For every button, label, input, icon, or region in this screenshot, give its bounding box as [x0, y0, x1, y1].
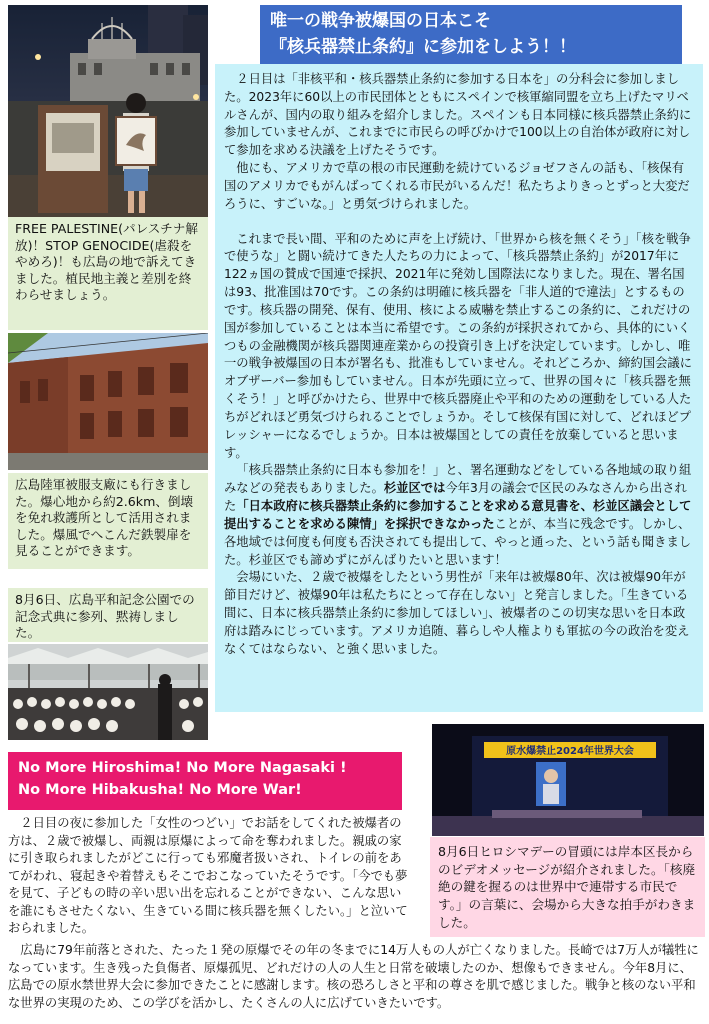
page-title — [260, 5, 682, 65]
caption-palestine: FREE PALESTINE(パレスチナ解放)！STOP GENOCIDE(虐殺をやめろ)！も広島の地で訴えてきました。植民地主義と差別を終わらせましょう。 — [8, 217, 208, 330]
caption-clothing-depot: 広島陸軍被服支廠にも行きました。爆心地から約2.6km、倒壊を免れ救護所として活用されました。爆風でへこんだ鉄製扉を見ることができます。 — [8, 473, 208, 569]
lower-paragraph-1: ２日目の夜に参加した「女性のつどい」でお話をしてくれた被爆者の方は、２歳で被爆し、両親は原爆によって命を奪われました。親戚の家に引き取られましたがどこに行っても邪魔者扱いされ、トイレの前をあてがわれ、寝起きや着替えもそこでおこなっていたそうです。「今でも夢を見て、子どもの時の辛い思い出を忘れることができない、こんな思いを誰にもさせたくない、生きている間に核兵器を無くしたい。」と泣いておられました。 — [8, 816, 408, 936]
caption-video-message: 8月6日ヒロシマデーの冒頭には岸本区長からのビデオメッセージが紹介されました。「核廃絶の鍵を握るのは世界中で連帯する市民です。」の言葉に、会場から大きな拍手がわきました。 — [430, 837, 705, 937]
photo-clothing-depot — [8, 333, 208, 470]
main-paragraph-2: 他にも、アメリカで草の根の市民運動を続けているジョゼフさんの話も、「核保有国のアメリカでもがんばってくれる市民がいるんだ！私たちよりきっとずっと大変だろうに、すごいな。」と勇気づけられました。 — [224, 161, 690, 211]
main-paragraph-1: ２日目は「非核平和・核兵器禁止条約に参加する日本を」の分科会に参加しました。2023年に60以上の市民団体とともにスペインで核軍縮同盟を立ち上げたマリベルさんが、国内の取り組みを紹介しました。スペインも日本同様に核兵器禁止条約に参加していませんが、これまでに市民らの呼びかけで100以上の自治体が政府に対して参加を求める決議を上げたそうです。 — [224, 72, 692, 158]
conference-stage-illustration — [432, 724, 704, 836]
caption-ceremony: 8月6日、広島平和記念公園での記念式典に参列、黙祷しました。 — [8, 588, 208, 642]
main-paragraph-5: 会場にいた、２歳で被爆をしたという男性が「来年は被爆80年、次は被爆90年が節目だけど、被爆90年は私たちにとって存在しない」と発言しました。「生きている間に、日本に核兵器禁止条約に参加してほしい」、被爆者のこの切実な思いを日本政府は踏みにじっています。アメリカ追随、暮らしや人権よりも軍拡の今の政治を変えなくてはならない、と強く思いました。 — [224, 570, 690, 656]
bottom-paragraph-1: 広島に79年前落とされた、たった１発の原爆でその年の冬までに14万人もの人が亡くなりました。長崎では7万人が犠牲になっています。生き残った負傷者、原爆孤児、どれだけの人の人生と日常を破壊したのか、想像もできません。今年8月に、広島での原水禁世界大会に参加できたことに感謝します。核の恐ろしさと平和の尊さを肌で感じました。戦争と核のない平和な世界の実現のため、この学びを活かし、たくさんの人に広げていきたいです。 — [8, 943, 699, 1010]
title-line-1: 唯一の戦争被爆国の日本こそ — [270, 11, 491, 31]
main-paragraph-4-part-c: 今年3月の議会で区民のみなさんから出された — [224, 481, 687, 514]
photo-atomic-dome-night — [8, 5, 208, 217]
ceremony-crowd-illustration — [8, 644, 208, 740]
main-paragraph-4 — [224, 462, 694, 569]
photo-peace-ceremony — [8, 644, 208, 740]
main-paragraph-4-part-e: ことが、本当に残念です。しかし、各地域では何度も何度も否決されても提出して、やっと通った、という話も聞きました。杉並区でも諦めずにがんばりたいと思います！ — [224, 516, 692, 567]
main-paragraph-3: これまで長い間、平和のために声を上げ続け、「世界から核を無くそう」「核を戦争で使うな」と闘い続けてきた人たちの力によって、「核兵器禁止条約」が2017年に122ヵ国の賛成で国連で採択、2021年に発効し国際法になりました。現在、署名国は93、批准国は70です。この条約は明確に核兵器を「非人道的で違法」とするものです。核兵器の開発、保有、使用、核による威嚇を禁止するこの条約に、これだけの国が参加していることは本当に希望です。この条約が採択されてから、具体的にいくつもの金融機関が核兵器関連産業からの投資引き上げを決定しています。しかし、唯一の戦争被爆国の日本が署名も、批准もしていません。それどころか、締約国会議にオブザーバー参加もしていません。日本が先頭に立って、世界の国々に「核兵器を無くそう！」と呼びかけたら、世界中で核兵器廃止や平和のための運動をしている人たちがどれほど勇気づけられることでしょうか。そして核保有国に対して、どれほどプレッシャーになるでしょうか。日本は被爆国としての責任を放棄していると思います。 — [224, 231, 693, 460]
lower-article — [8, 815, 408, 938]
main-paragraph-4-part-a: 「核兵器禁止条約に日本も参加を！」と、署名運動などをしている各地域の取り組みなどの発表もありました。 — [224, 463, 692, 496]
photo-conference-hall — [432, 724, 704, 836]
slogan-box — [8, 752, 402, 810]
bottom-article — [8, 942, 702, 1012]
slogan-line-1: No More Hiroshima! No More Nagasaki ! — [18, 760, 347, 776]
main-article — [215, 64, 703, 712]
brick-building-illustration — [8, 333, 208, 470]
atomic-dome-illustration — [8, 5, 208, 217]
conference-banner-text: 原水爆禁止2024年世界大会 — [506, 746, 634, 757]
slogan-line-2: No More Hibakusha! No More War! — [18, 781, 302, 798]
title-line-2: 『核兵器禁止条約』に参加をしよう！！ — [270, 36, 576, 57]
petition-bold: 「日本政府に核兵器禁止条約に参加することを求める意見書を、杉並区議会として提出することを求める陳情」を採択できなかった — [224, 499, 692, 531]
suginami-bold: 杉並区では — [383, 481, 446, 496]
